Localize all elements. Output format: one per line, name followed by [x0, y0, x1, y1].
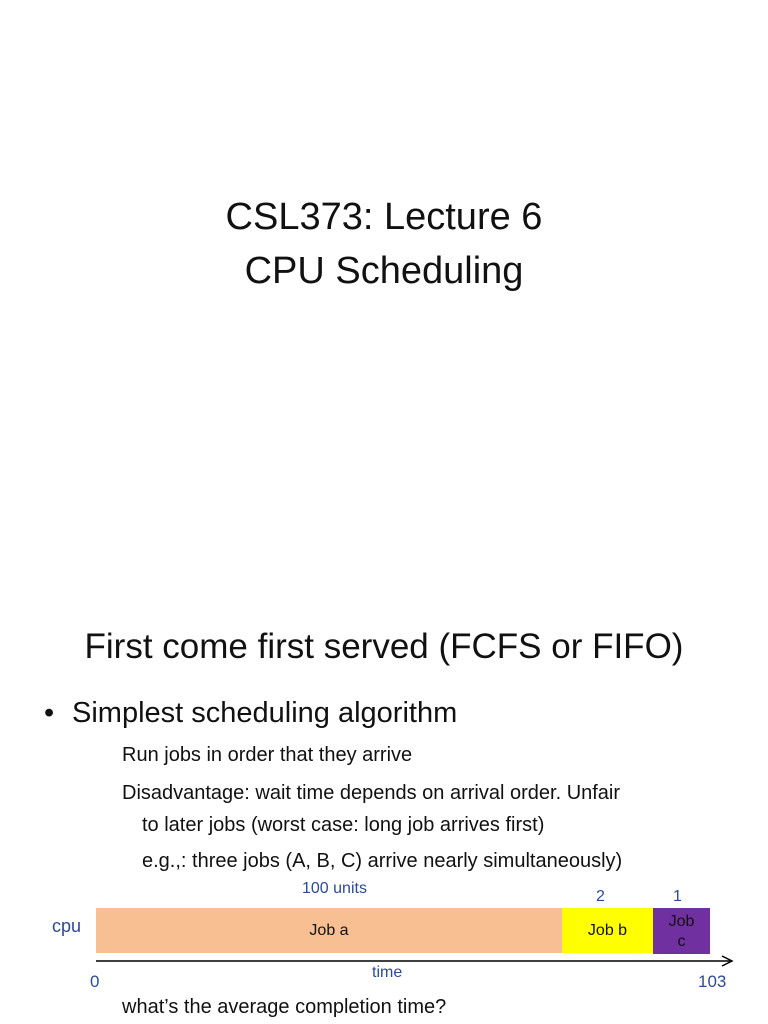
lecture-topic: CPU Scheduling: [244, 250, 524, 292]
time-axis-arrow: [96, 955, 736, 969]
sub-point-run-order: Run jobs in order that they arrive: [122, 744, 413, 766]
job-c-bar: [653, 908, 710, 954]
job-b-duration-label: 2: [596, 888, 605, 905]
bullet-text: Simplest scheduling algorithm: [72, 697, 458, 729]
job-c-label-line1: Job: [668, 912, 695, 930]
slide-fcfs: [0, 600, 768, 1024]
bullet-dot-icon: •: [44, 697, 55, 729]
sub-point-disadvantage: Disadvantage: wait time depends on arrival order. Unfair: [122, 782, 621, 804]
completion-time-question: what’s the average completion time?: [122, 996, 447, 1018]
job-c-duration-label: 1: [673, 888, 682, 905]
job-b-bar: [562, 908, 653, 953]
job-a-label: Job a: [309, 921, 349, 939]
time-axis-label: time: [372, 964, 403, 981]
cpu-row-label: cpu: [52, 916, 82, 936]
bullet-item: [44, 694, 457, 732]
slide-title-heading: [0, 190, 768, 298]
sub-point-disadvantage-continued: to later jobs (worst case: long job arrives first): [142, 814, 545, 836]
job-c-label-line2: c: [677, 932, 686, 950]
course-title: CSL373: Lecture 6: [225, 196, 543, 238]
job-b-label: Job b: [587, 921, 628, 939]
job-a-duration-label: 100 units: [302, 880, 367, 897]
axis-end-label: 103: [698, 972, 727, 991]
job-a-bar: [96, 908, 562, 953]
sub-point-example: e.g.,: three jobs (A, B, C) arrive nearly simultaneously): [142, 850, 623, 872]
slide-heading: First come first served (FCFS or FIFO): [84, 627, 684, 666]
axis-start-label: 0: [90, 972, 100, 991]
